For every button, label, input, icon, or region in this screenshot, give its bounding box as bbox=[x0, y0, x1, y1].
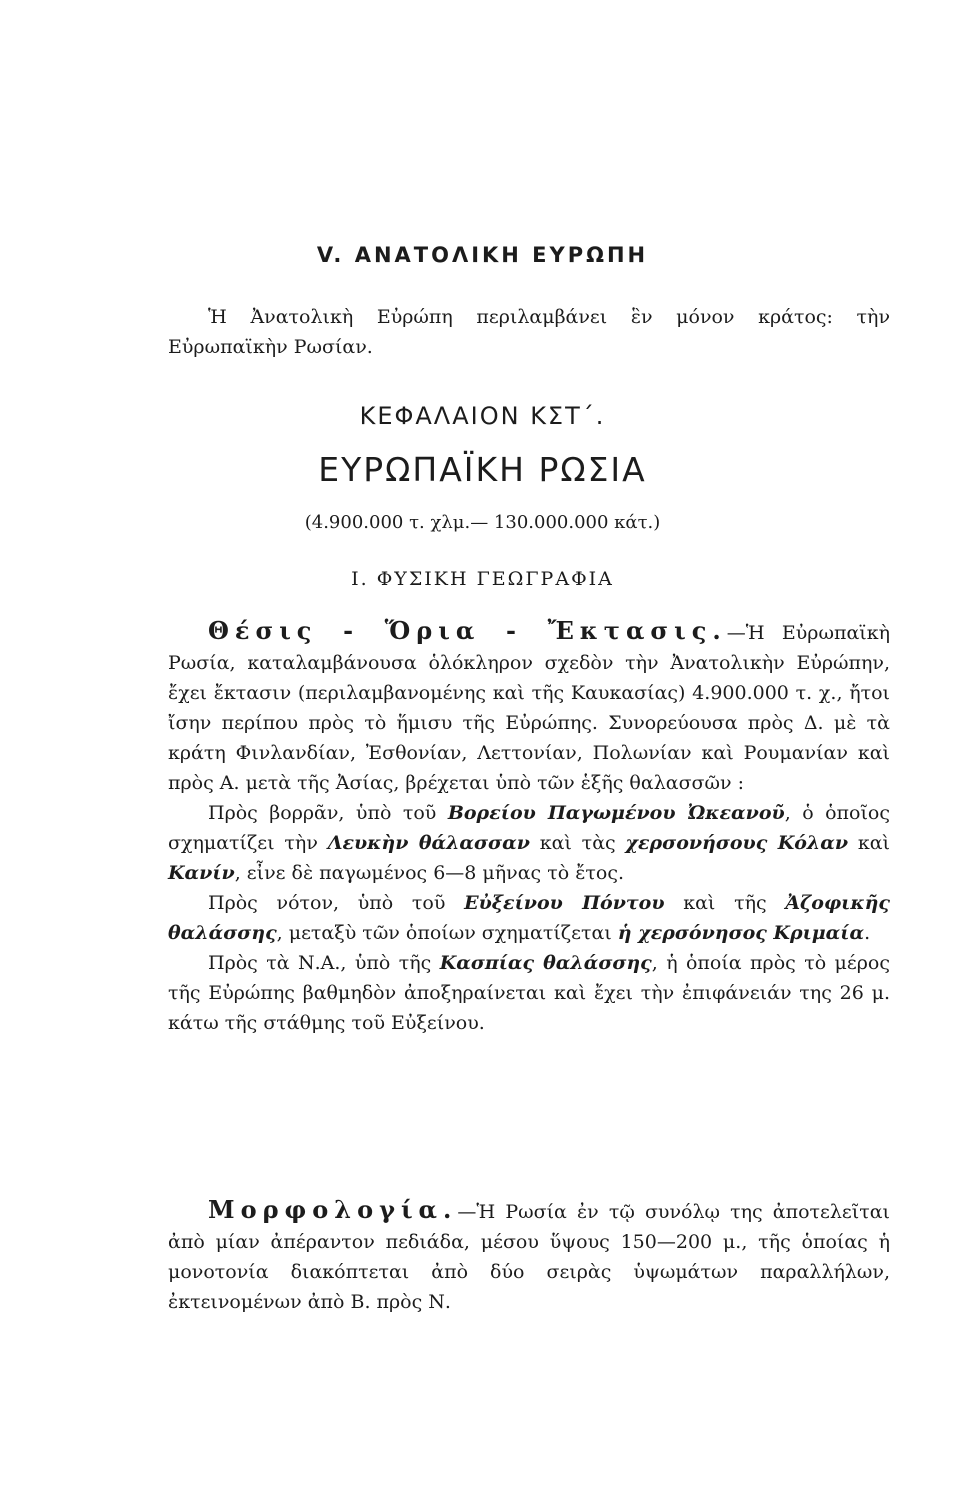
southeast-text-2: , ἡ ὁποία πρὸς τὸ μέρος τῆς Εὐρώπης βαθμηδὸν ἀποξηραίνεται καὶ ἔχει τὴν ἐπιφάνειάν της 26 μ. κάτω τῆς στάθμης τοῦ Εὐξείνου. bbox=[168, 952, 890, 1034]
crimea-name: ἡ χερσόνησος Κριμαία bbox=[617, 922, 865, 944]
thesis-text: —Ἡ Εὐρωπαϊκὴ Ρωσία, καταλαμβάνουσα ὁλόκληρον σχεδὸν τὴν Ἀνατολικὴν Εὐρώπην, ἔχει ἔκτασιν (περιλαμβανομένης καὶ τῆς Καυκασίας) 4.900.000 τ. χ., ἤτοι ἴσην περίπου πρὸς τὸ ἥμισυ τῆς Εὐρώπης. Συνορεύουσα πρὸς Δ. μὲ τὰ κράτη Φινλανδίαν, Ἐσθονίαν, Λεττονίαν, Πολωνίαν καὶ Ρουμανίαν καὶ πρὸς Α. μετὰ τῆς Ἀσίας, βρέχεται ὑπὸ τῶν ἑξῆς θαλασσῶν : bbox=[168, 622, 890, 794]
north-ocean-name: Βορείου Παγωμένου Ὠκεανοῦ bbox=[447, 802, 785, 824]
north-text-5: , εἶνε δὲ παγωμένος 6—8 μῆνας τὸ ἔτος. bbox=[234, 862, 625, 884]
intro-paragraph: Ἡ Ἀνατολικὴ Εὐρώπη περιλαμβάνει ἓν μόνον κράτος: τὴν Εὐρωπαϊκὴν Ρωσίαν. bbox=[168, 306, 890, 358]
morphology-text: —Ἡ Ρωσία ἐν τῷ συνόλῳ της ἀποτελεῖται ἀπὸ μίαν ἀπέραντον πεδιάδα, μέσου ὕψους 150—200 μ., τῆς ὁποίας ἡ μονοτονία διακόπτεται ἀπὸ δύο σειρὰς ὑψωμάτων παραλλήλων, ἐκτεινομένων ἀπὸ Β. πρὸς Ν. bbox=[168, 1201, 890, 1313]
south-text-1: Πρὸς νότον, ὑπὸ τοῦ bbox=[208, 892, 465, 914]
south-paragraph bbox=[168, 888, 890, 948]
position-borders-section bbox=[168, 616, 890, 1038]
south-text-3: , μεταξὺ τῶν ὁποίων σχηματίζεται bbox=[276, 922, 618, 944]
north-text-4: καὶ bbox=[848, 832, 890, 854]
morphology-paragraph bbox=[168, 1195, 890, 1317]
kanin-peninsula-name: Κανίν bbox=[168, 862, 235, 884]
southeast-paragraph bbox=[168, 948, 890, 1038]
chapter-title: ΕΥΡΩΠΑΪΚΗ ΡΩΣΙΑ bbox=[318, 450, 647, 489]
southeast-text-1: Πρὸς τὰ Ν.Α., ὑπὸ τῆς bbox=[208, 952, 440, 974]
chapter-label: ΚΕΦΑΛΑΙΟΝ ΚΣΤ΄. bbox=[359, 402, 606, 430]
white-sea-name: Λευκὴν θάλασσαν bbox=[327, 832, 530, 854]
south-text-2: καὶ τῆς bbox=[664, 892, 786, 914]
part-title: Ι. ΦΥΣΙΚΗ ΓΕΩΓΡΑΦΙΑ bbox=[351, 568, 614, 590]
thesis-heading: Θέσις - Ὅρια - Ἔκτασις. bbox=[208, 616, 727, 645]
kola-peninsula-name: χερσονήσους Κόλαν bbox=[625, 832, 849, 854]
north-paragraph bbox=[168, 798, 890, 888]
south-text-4: . bbox=[864, 922, 871, 944]
thesis-paragraph bbox=[168, 616, 890, 798]
caspian-sea-name: Κασπίας θαλάσσης bbox=[439, 952, 652, 974]
north-text-3: καὶ τὰς bbox=[529, 832, 626, 854]
north-text-2: , ὁ ὁποῖος σχηματίζει τὴν bbox=[168, 802, 891, 854]
section-title: V. ΑΝΑΤΟΛΙΚΗ ΕΥΡΩΠΗ bbox=[316, 243, 649, 267]
area-population-stats: (4.900.000 τ. χλμ.— 130.000.000 κάτ.) bbox=[304, 512, 661, 533]
morphology-section bbox=[168, 1195, 890, 1317]
black-sea-name: Εὐξείνου Πόντου bbox=[464, 892, 665, 914]
morphology-heading: Μορφολογία. bbox=[208, 1195, 458, 1224]
azov-sea-name: Ἀζοφικῆς θαλάσσης bbox=[168, 892, 890, 944]
north-text-1: Πρὸς βορρᾶν, ὑπὸ τοῦ bbox=[208, 802, 448, 824]
